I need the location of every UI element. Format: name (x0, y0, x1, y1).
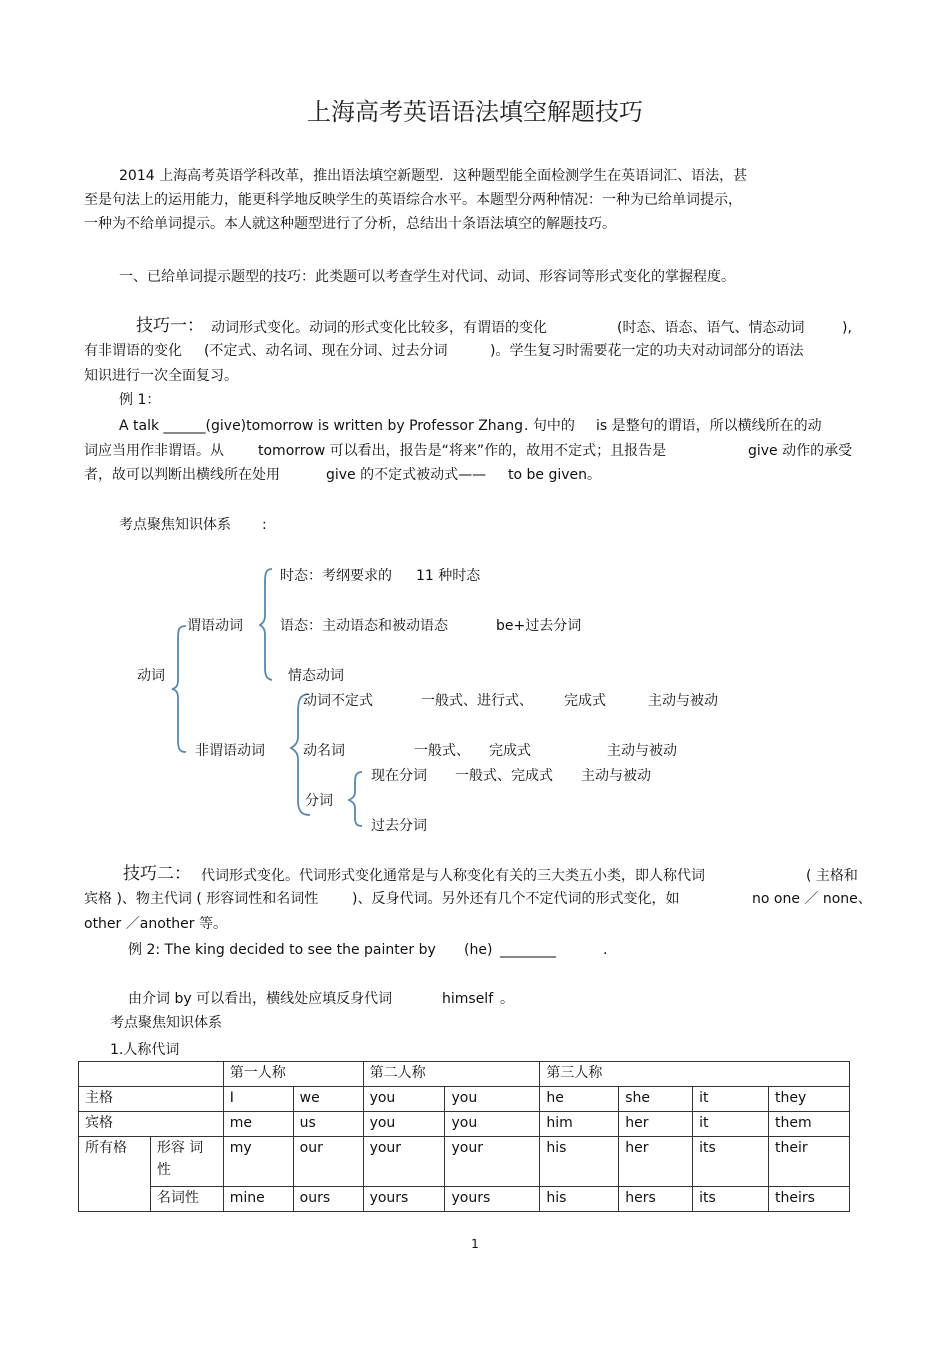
intro-line-1: 2014 上海高考英语学科改革，推出语法填空新题型．这种题型能全面检测学生在英语词汇、语法，甚 (119, 168, 748, 184)
gerund-forms: 一般式、 (414, 743, 470, 759)
table-cell: it (693, 1087, 769, 1112)
table-cell: her (619, 1137, 693, 1187)
row-label-possessive: 所有格 (79, 1137, 151, 1212)
example-1-line3-a: 者，故可以判断出横线所在处用 (84, 467, 280, 483)
table-cell: my (223, 1137, 293, 1187)
brace-verb (172, 626, 186, 752)
present-participle: 现在分词 (371, 768, 427, 784)
example-2-blank: ________ (500, 942, 556, 958)
table-cell: him (540, 1112, 619, 1137)
tip1-line-2b: (不定式、动名词、现在分词、过去分词 (204, 343, 448, 359)
table-cell: you (363, 1112, 445, 1137)
table-cell: its (693, 1187, 769, 1212)
tip1-line-1: 动词形式变化。动词的形式变化比较多，有谓语的变化 (211, 320, 547, 336)
personal-pronoun-table (78, 1061, 850, 1212)
example-2-end: 。 (500, 991, 514, 1007)
focus-heading-1-colon: : (262, 517, 267, 533)
example-1-text-c: is 是整句的谓语，所以横线所在的动 (596, 418, 822, 434)
table-cell: she (619, 1087, 693, 1112)
intro-line-3: 一种为不给单词提示。本人就这种题型进行了分析，总结出十条语法填空的解题技巧。 (84, 216, 616, 232)
table-cell: it (693, 1112, 769, 1137)
modal-verb: 情态动词 (288, 668, 344, 684)
row-label-objective: 宾格 (79, 1112, 224, 1137)
table-cell: hers (619, 1187, 693, 1212)
table-corner-cell (79, 1062, 224, 1087)
tip2-line-2c: no one ／ none、 (752, 891, 872, 907)
header-first-person: 第一人称 (223, 1062, 363, 1087)
present-participle-forms: 一般式、完成式 (455, 768, 553, 784)
table-cell: we (293, 1087, 363, 1112)
example-1-line3-b: give 的不定式被动式—— (326, 467, 487, 483)
table-cell: us (293, 1112, 363, 1137)
table-cell: his (540, 1137, 619, 1187)
focus-heading-1: 考点聚焦知识体系 (119, 517, 231, 533)
section-heading-1: 一、已给单词提示题型的技巧：此类题可以考查学生对代词、动词、形容词等形式变化的掌握程度。 (119, 269, 735, 285)
example-2-answer: himself (442, 991, 494, 1007)
focus-heading-2: 考点聚焦知识体系 (110, 1015, 222, 1031)
infinitive: 动词不定式 (303, 693, 373, 709)
tip1-heading: 技巧一： (136, 316, 204, 336)
tip2-heading: 技巧二： (123, 864, 191, 884)
example-2-sentence: 例 2: The king decided to see the painter by (128, 942, 436, 958)
infinitive-voice: 主动与被动 (648, 693, 718, 709)
table-cell: yours (445, 1187, 540, 1212)
table-cell: he (540, 1087, 619, 1112)
tip1-line-1c: ), (842, 320, 852, 336)
header-second-person: 第二人称 (363, 1062, 540, 1087)
example-1-sentence: A talk ______(give)tomorrow is written by Professor Zhang (119, 418, 524, 434)
table-cell: their (769, 1137, 850, 1187)
table-row (79, 1187, 850, 1212)
voice-label: 语态：主动语态和被动语态 (280, 618, 448, 634)
non-predicate-verb: 非谓语动词 (195, 743, 265, 759)
row-label-nominative: 主格 (79, 1087, 224, 1112)
table-cell: me (223, 1112, 293, 1137)
table-cell: your (363, 1137, 445, 1187)
tense-label: 时态：考纲要求的 (280, 568, 392, 584)
tip2-line-2b: )、反身代词。另外还有几个不定代词的形式变化，如 (352, 891, 680, 907)
tip1-line-1b: (时态、语态、语气、情态动词 (617, 320, 805, 336)
gerund-perfect: 完成式 (489, 743, 531, 759)
gerund: 动名词 (303, 743, 345, 759)
tip2-line-3: other ／another 等。 (84, 916, 227, 932)
example-1-label: 例 1： (119, 392, 161, 408)
participle: 分词 (305, 793, 333, 809)
tip1-line-2c: )。学生复习时需要花一定的功夫对动词部分的语法 (490, 343, 804, 359)
verb-root: 动词 (137, 668, 165, 684)
tense-count: 11 种时态 (416, 568, 481, 584)
tip1-line-2a: 有非谓语的变化 (84, 343, 182, 359)
example-2-hint: (he) (464, 942, 493, 958)
page-number: 1 (471, 1237, 479, 1251)
table-cell: ours (293, 1187, 363, 1212)
example-1-line2-c: give 动作的承受 (748, 443, 853, 459)
table-cell: you (445, 1112, 540, 1137)
predicate-verb: 谓语动词 (187, 618, 243, 634)
table-cell: mine (223, 1187, 293, 1212)
table-cell: your (445, 1137, 540, 1187)
table-cell: you (363, 1087, 445, 1112)
table-cell: yours (363, 1187, 445, 1212)
table-cell: them (769, 1112, 850, 1137)
table-cell: you (445, 1087, 540, 1112)
gerund-voice: 主动与被动 (607, 743, 677, 759)
example-2-explanation: 由介词 by 可以看出，横线处应填反身代词 (128, 991, 393, 1007)
infinitive-forms: 一般式、进行式、 (421, 693, 533, 709)
infinitive-perfect: 完成式 (564, 693, 606, 709)
tip2-line-1b: ( 主格和 (806, 868, 858, 884)
example-1-line2-b: tomorrow 可以看出，报告是“将来”作的，故用不定式；且报告是 (258, 443, 667, 459)
example-1-text-b: . 句中的 (524, 418, 575, 434)
example-1-line2-a: 词应当用作非谓语。从 (84, 443, 224, 459)
table-header-row (79, 1062, 850, 1087)
row-label-nominal: 名词性 (150, 1187, 223, 1212)
table-cell: they (769, 1087, 850, 1112)
example-1-line3-c: to be given。 (508, 467, 602, 483)
table-cell: our (293, 1137, 363, 1187)
table-cell: his (540, 1187, 619, 1212)
row-label-adjectival: 形容 词性 (150, 1137, 223, 1187)
tip2-line-1: 代词形式变化。代词形式变化通常是与人称变化有关的三大类五小类，即人称代词 (201, 868, 705, 884)
table-row (79, 1112, 850, 1137)
tip1-line-3: 知识进行一次全面复习。 (84, 368, 238, 384)
header-third-person: 第三人称 (540, 1062, 850, 1087)
table-row (79, 1087, 850, 1112)
table-row (79, 1137, 850, 1187)
intro-line-2: 至是句法上的运用能力，能更科学地反映学生的英语综合水平。本题型分两种情况：一种为已给单词提示， (84, 192, 742, 208)
brace-participle (349, 772, 362, 826)
document-title: 上海高考英语语法填空解题技巧 (307, 98, 643, 126)
present-participle-voice: 主动与被动 (581, 768, 651, 784)
table-cell: its (693, 1137, 769, 1187)
example-2-period: . (603, 942, 608, 958)
brace-predicate (260, 569, 272, 680)
tip2-line-2a: 宾格 )、物主代词 ( 形容词性和名词性 (84, 891, 319, 907)
table-cell: theirs (769, 1187, 850, 1212)
past-participle: 过去分词 (371, 818, 427, 834)
table-cell: I (223, 1087, 293, 1112)
table-cell: her (619, 1112, 693, 1137)
subsection-personal-pronouns: 1.人称代词 (110, 1042, 180, 1058)
voice-form: be+过去分词 (496, 618, 582, 634)
